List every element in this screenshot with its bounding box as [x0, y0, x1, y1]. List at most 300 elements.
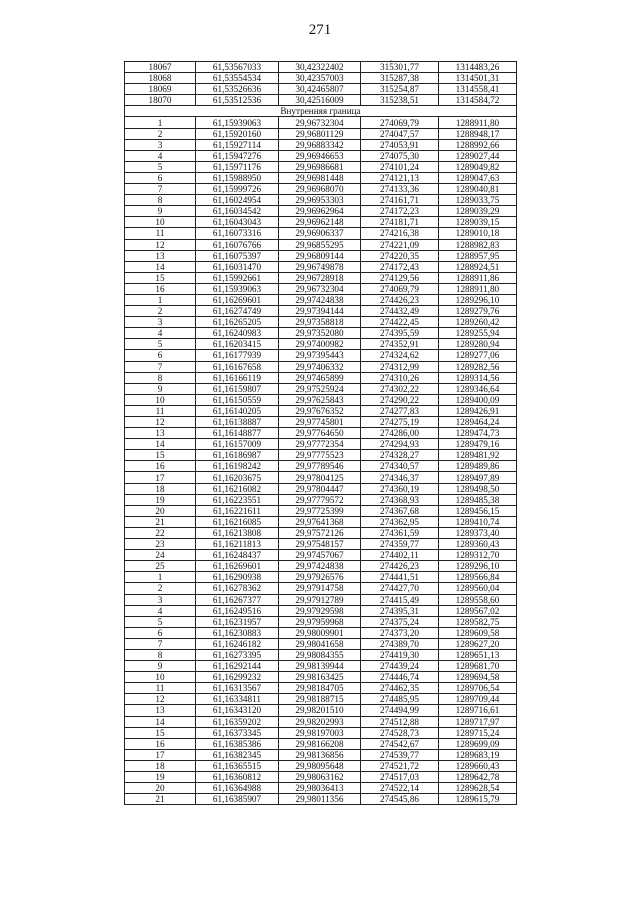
table-cell: 29,98188715: [279, 694, 361, 705]
table-cell: 61,16223551: [196, 494, 279, 505]
table-body-top: [125, 62, 517, 106]
table-cell: 29,96962964: [279, 206, 361, 217]
table-row: [125, 694, 517, 705]
table-row: [125, 483, 517, 494]
table-cell: 29,97572126: [279, 527, 361, 538]
table-cell: 2: [125, 306, 196, 317]
section-label: Внутренняя граница: [125, 106, 517, 117]
table-cell: 30,42357003: [279, 73, 361, 84]
table-row: [125, 472, 517, 483]
table-cell: 274129,56: [361, 272, 439, 283]
table-row: [125, 150, 517, 161]
table-cell: 61,16365515: [196, 760, 279, 771]
table-cell: 29,96732304: [279, 117, 361, 128]
table-cell: 1289497,89: [439, 472, 517, 483]
table-row: [125, 716, 517, 727]
table-cell: 29,96883342: [279, 139, 361, 150]
table-cell: 1289255,94: [439, 328, 517, 339]
table-cell: 29,97676352: [279, 405, 361, 416]
table-row: [125, 627, 517, 638]
table-cell: 14: [125, 716, 196, 727]
table-cell: 61,16343120: [196, 705, 279, 716]
table-cell: 29,97926576: [279, 572, 361, 583]
table-cell: 274512,88: [361, 716, 439, 727]
table-cell: 1289296,10: [439, 294, 517, 305]
table-row: [125, 306, 517, 317]
table-cell: 61,16177939: [196, 350, 279, 361]
table-cell: 13: [125, 705, 196, 716]
table-cell: 16: [125, 283, 196, 294]
table-cell: 1288911,80: [439, 117, 517, 128]
table-cell: 274360,19: [361, 483, 439, 494]
table-cell: 29,97804125: [279, 472, 361, 483]
table-row: [125, 439, 517, 450]
table-cell: 274528,73: [361, 727, 439, 738]
table-cell: 274375,24: [361, 616, 439, 627]
table-cell: 61,16073316: [196, 228, 279, 239]
table-cell: 274290,22: [361, 394, 439, 405]
table-cell: 1289481,92: [439, 450, 517, 461]
table-cell: 1288911,80: [439, 283, 517, 294]
table-cell: 274047,57: [361, 128, 439, 139]
table-row: [125, 561, 517, 572]
table-cell: 4: [125, 150, 196, 161]
table-cell: 29,96855295: [279, 239, 361, 250]
table-cell: 274286,00: [361, 428, 439, 439]
table-cell: 1289410,74: [439, 516, 517, 527]
page-number: 271: [308, 22, 332, 38]
table-cell: 274362,95: [361, 516, 439, 527]
table-cell: 29,97424838: [279, 561, 361, 572]
table-cell: 10: [125, 394, 196, 405]
table-cell: 61,16290938: [196, 572, 279, 583]
table-cell: 29,97772354: [279, 439, 361, 450]
table-cell: 8: [125, 372, 196, 383]
table-cell: 274395,31: [361, 605, 439, 616]
table-cell: 61,16221611: [196, 505, 279, 516]
table-cell: 274426,23: [361, 561, 439, 572]
table-cell: 29,97465899: [279, 372, 361, 383]
table-row: [125, 583, 517, 594]
table-cell: 274069,79: [361, 117, 439, 128]
table-cell: 29,98036413: [279, 783, 361, 794]
table-cell: 61,16278362: [196, 583, 279, 594]
table-cell: 8: [125, 649, 196, 660]
table-cell: 61,16273395: [196, 649, 279, 660]
table-cell: 61,16269601: [196, 294, 279, 305]
table-cell: 29,96946653: [279, 150, 361, 161]
table-cell: 274053,91: [361, 139, 439, 150]
table-cell: 10: [125, 217, 196, 228]
table-cell: 29,97352080: [279, 328, 361, 339]
table-row: [125, 450, 517, 461]
table-cell: 1314558,41: [439, 84, 517, 95]
table-cell: 274121,13: [361, 172, 439, 183]
table-cell: 29,97779572: [279, 494, 361, 505]
table-row: [125, 539, 517, 550]
table-cell: 3: [125, 139, 196, 150]
table-cell: 1: [125, 117, 196, 128]
table-cell: 1289627,20: [439, 638, 517, 649]
table-cell: 315287,38: [361, 73, 439, 84]
table-cell: 29,98136856: [279, 749, 361, 760]
table-cell: 274462,35: [361, 683, 439, 694]
table-cell: 18069: [125, 84, 196, 95]
table-cell: 274521,72: [361, 760, 439, 771]
table-cell: 29,97745801: [279, 417, 361, 428]
table-cell: 1289280,94: [439, 339, 517, 350]
table-cell: 29,97457067: [279, 550, 361, 561]
table-cell: 29,97725399: [279, 505, 361, 516]
table-cell: 1289360,43: [439, 539, 517, 550]
table-cell: 29,96986681: [279, 161, 361, 172]
table-cell: 61,16382345: [196, 749, 279, 760]
table-cell: 1289628,54: [439, 783, 517, 794]
table-cell: 274395,59: [361, 328, 439, 339]
table-row: [125, 339, 517, 350]
table-cell: 29,96962148: [279, 217, 361, 228]
table-row: [125, 239, 517, 250]
table-cell: 11: [125, 683, 196, 694]
table-row: [125, 428, 517, 439]
table-cell: 29,97914758: [279, 583, 361, 594]
table-row: [125, 84, 517, 95]
table-section-header: [125, 106, 517, 117]
table-cell: 6: [125, 350, 196, 361]
table-cell: 1289314,56: [439, 372, 517, 383]
table-cell: 29,98009901: [279, 627, 361, 638]
table-row: [125, 783, 517, 794]
table-cell: 18068: [125, 73, 196, 84]
table-cell: 9: [125, 661, 196, 672]
table-cell: 1314501,31: [439, 73, 517, 84]
table-cell: 1289479,16: [439, 439, 517, 450]
table-cell: 274539,77: [361, 749, 439, 760]
table-row: [125, 683, 517, 694]
table-cell: 29,96809144: [279, 250, 361, 261]
table-cell: 61,16148877: [196, 428, 279, 439]
table-row: [125, 62, 517, 73]
table-cell: 274426,23: [361, 294, 439, 305]
table-cell: 29,96968070: [279, 184, 361, 195]
table-cell: 17: [125, 472, 196, 483]
table-cell: 1289312,70: [439, 550, 517, 561]
table-cell: 315238,51: [361, 95, 439, 106]
table-cell: 61,15999726: [196, 184, 279, 195]
table-cell: 1288924,51: [439, 261, 517, 272]
table-cell: 29,98201510: [279, 705, 361, 716]
table-cell: 4: [125, 605, 196, 616]
table-cell: 274352,91: [361, 339, 439, 350]
table-cell: 1289567,02: [439, 605, 517, 616]
table-cell: 61,16150559: [196, 394, 279, 405]
table-row: [125, 727, 517, 738]
table-cell: 1289485,38: [439, 494, 517, 505]
table-cell: 29,98163425: [279, 672, 361, 683]
table-row: [125, 705, 517, 716]
table-row: [125, 317, 517, 328]
table-cell: 61,16360812: [196, 772, 279, 783]
table-cell: 29,97395443: [279, 350, 361, 361]
table-cell: 1289558,60: [439, 594, 517, 605]
table-cell: 274181,71: [361, 217, 439, 228]
table-cell: 274427,70: [361, 583, 439, 594]
coordinates-table: [124, 61, 517, 805]
table-cell: 274542,67: [361, 738, 439, 749]
table-cell: 29,96732304: [279, 283, 361, 294]
table-cell: 61,15927114: [196, 139, 279, 150]
table-cell: 29,96981448: [279, 172, 361, 183]
table-cell: 12: [125, 417, 196, 428]
table-cell: 274432,49: [361, 306, 439, 317]
table-cell: 29,98166208: [279, 738, 361, 749]
table-cell: 1289615,79: [439, 794, 517, 805]
table-cell: 274172,23: [361, 206, 439, 217]
table-row: [125, 772, 517, 783]
table-row: [125, 749, 517, 760]
table-cell: 1289609,58: [439, 627, 517, 638]
table-cell: 29,97641368: [279, 516, 361, 527]
table-cell: 25: [125, 561, 196, 572]
table-row: [125, 527, 517, 538]
table-cell: 61,16334811: [196, 694, 279, 705]
table-cell: 61,16249516: [196, 605, 279, 616]
table-cell: 274415,49: [361, 594, 439, 605]
table-cell: 274277,83: [361, 405, 439, 416]
table-row: [125, 760, 517, 771]
table-cell: 61,16198242: [196, 461, 279, 472]
table-cell: 14: [125, 261, 196, 272]
table-cell: 9: [125, 383, 196, 394]
table-cell: 274441,51: [361, 572, 439, 583]
table-cell: 61,16265205: [196, 317, 279, 328]
table-cell: 61,15939063: [196, 283, 279, 294]
table-cell: 61,16385907: [196, 794, 279, 805]
table-cell: 29,97548157: [279, 539, 361, 550]
table-row: [125, 228, 517, 239]
table-cell: 1289642,78: [439, 772, 517, 783]
table-cell: 1289282,56: [439, 361, 517, 372]
table-cell: 29,97625843: [279, 394, 361, 405]
table-cell: 274101,24: [361, 161, 439, 172]
table-row: [125, 605, 517, 616]
table-cell: 2: [125, 128, 196, 139]
table-cell: 29,97804447: [279, 483, 361, 494]
table-cell: 29,97525924: [279, 383, 361, 394]
table-cell: 274419,30: [361, 649, 439, 660]
table-cell: 1289279,76: [439, 306, 517, 317]
table-cell: 61,16364988: [196, 783, 279, 794]
table-cell: 61,16292144: [196, 661, 279, 672]
table-cell: 29,97406332: [279, 361, 361, 372]
table-cell: 274545,86: [361, 794, 439, 805]
table-cell: 274075,30: [361, 150, 439, 161]
table-cell: 29,96953303: [279, 195, 361, 206]
table-cell: 9: [125, 206, 196, 217]
table-cell: 29,96728918: [279, 272, 361, 283]
table-row: [125, 461, 517, 472]
table-cell: 20: [125, 783, 196, 794]
table-cell: 1289474,73: [439, 428, 517, 439]
table-cell: 1288957,95: [439, 250, 517, 261]
table-cell: 1288992,66: [439, 139, 517, 150]
table-cell: 19: [125, 494, 196, 505]
table-cell: 29,98084355: [279, 649, 361, 660]
table-cell: 61,15992661: [196, 272, 279, 283]
table-cell: 15: [125, 727, 196, 738]
table-cell: 1289681,70: [439, 661, 517, 672]
table-cell: 274389,70: [361, 638, 439, 649]
table-cell: 29,97358818: [279, 317, 361, 328]
table-cell: 274328,27: [361, 450, 439, 461]
table-cell: 29,98202993: [279, 716, 361, 727]
table-cell: 274069,79: [361, 283, 439, 294]
table-row: [125, 383, 517, 394]
table-cell: 14: [125, 439, 196, 450]
table-cell: 274172,43: [361, 261, 439, 272]
table-cell: 274485,95: [361, 694, 439, 705]
table-cell: 29,97764650: [279, 428, 361, 439]
table-cell: 61,53554534: [196, 73, 279, 84]
table-cell: 7: [125, 638, 196, 649]
table-cell: 61,15939063: [196, 117, 279, 128]
table-cell: 61,16166119: [196, 372, 279, 383]
table-cell: 274324,62: [361, 350, 439, 361]
table-cell: 29,97789546: [279, 461, 361, 472]
table-cell: 274422,45: [361, 317, 439, 328]
table-row: [125, 117, 517, 128]
table-cell: 61,16034542: [196, 206, 279, 217]
table-cell: 61,16231957: [196, 616, 279, 627]
table-cell: 29,98095648: [279, 760, 361, 771]
table-cell: 1289651,13: [439, 649, 517, 660]
table-cell: 1288982,83: [439, 239, 517, 250]
table-cell: 61,16157009: [196, 439, 279, 450]
table-cell: 23: [125, 539, 196, 550]
table-cell: 61,16159807: [196, 383, 279, 394]
table-cell: 1289373,40: [439, 527, 517, 538]
table-cell: 30,42516009: [279, 95, 361, 106]
table-row: [125, 738, 517, 749]
table-body-main: [125, 117, 517, 805]
table-cell: 1289566,84: [439, 572, 517, 583]
table-cell: 274346,37: [361, 472, 439, 483]
table-cell: 24: [125, 550, 196, 561]
table-cell: 1: [125, 294, 196, 305]
table-cell: 13: [125, 428, 196, 439]
table-cell: 61,16211813: [196, 539, 279, 550]
table-row: [125, 394, 517, 405]
table-cell: 1289040,81: [439, 184, 517, 195]
table-cell: 1289706,54: [439, 683, 517, 694]
table-cell: 61,15947276: [196, 150, 279, 161]
table-cell: 1314483,26: [439, 62, 517, 73]
table-cell: 274133,36: [361, 184, 439, 195]
table-cell: 7: [125, 184, 196, 195]
table-cell: 29,97959968: [279, 616, 361, 627]
table-cell: 1289260,42: [439, 317, 517, 328]
table-cell: 1: [125, 572, 196, 583]
table-cell: 61,16167658: [196, 361, 279, 372]
table-cell: 2: [125, 583, 196, 594]
table-cell: 7: [125, 361, 196, 372]
table-cell: 274275,19: [361, 417, 439, 428]
table-cell: 13: [125, 250, 196, 261]
table-cell: 274373,20: [361, 627, 439, 638]
table-cell: 30,42465807: [279, 84, 361, 95]
table-row: [125, 350, 517, 361]
section-row: [125, 106, 517, 117]
table-row: [125, 95, 517, 106]
table-cell: 29,97912789: [279, 594, 361, 605]
table-row: [125, 649, 517, 660]
table-cell: 61,16216085: [196, 516, 279, 527]
table-cell: 61,16248437: [196, 550, 279, 561]
table-cell: 15: [125, 272, 196, 283]
table-cell: 29,96749878: [279, 261, 361, 272]
table-cell: 29,96801129: [279, 128, 361, 139]
table-cell: 61,16267377: [196, 594, 279, 605]
table-cell: 1289464,24: [439, 417, 517, 428]
table-cell: 61,16076766: [196, 239, 279, 250]
table-cell: 5: [125, 616, 196, 627]
table-cell: 274161,71: [361, 195, 439, 206]
pen-mark: ,: [390, 53, 393, 63]
table-cell: 29,96906337: [279, 228, 361, 239]
table-cell: 20: [125, 505, 196, 516]
table-cell: 1289582,75: [439, 616, 517, 627]
table-cell: 18067: [125, 62, 196, 73]
table-cell: 61,15920160: [196, 128, 279, 139]
table-cell: 6: [125, 627, 196, 638]
table-cell: 11: [125, 405, 196, 416]
table-cell: 1289400,09: [439, 394, 517, 405]
table-cell: 61,16075397: [196, 250, 279, 261]
table-cell: 61,53567033: [196, 62, 279, 73]
table-cell: 61,16359202: [196, 716, 279, 727]
table-cell: 1289346,64: [439, 383, 517, 394]
table-cell: 1289010,18: [439, 228, 517, 239]
table-row: [125, 139, 517, 150]
table-cell: 274216,38: [361, 228, 439, 239]
table-row: [125, 672, 517, 683]
table-row: [125, 184, 517, 195]
table-cell: 1289039,15: [439, 217, 517, 228]
table-cell: 21: [125, 794, 196, 805]
table-cell: 315301,77: [361, 62, 439, 73]
table-row: [125, 294, 517, 305]
table-cell: 61,16269601: [196, 561, 279, 572]
table-row: [125, 594, 517, 605]
table-cell: 1289715,24: [439, 727, 517, 738]
table-row: [125, 417, 517, 428]
table-cell: 274312,99: [361, 361, 439, 372]
table-cell: 274446,74: [361, 672, 439, 683]
table-cell: 274340,57: [361, 461, 439, 472]
table-cell: 61,16216082: [196, 483, 279, 494]
table-cell: 61,16138887: [196, 417, 279, 428]
table-cell: 1289489,86: [439, 461, 517, 472]
table-cell: 1289560,04: [439, 583, 517, 594]
table-cell: 29,98197003: [279, 727, 361, 738]
table-cell: 61,16385386: [196, 738, 279, 749]
table-cell: 1289456,15: [439, 505, 517, 516]
table-cell: 3: [125, 317, 196, 328]
table-cell: 17: [125, 749, 196, 760]
table-cell: 61,16203675: [196, 472, 279, 483]
table-cell: 16: [125, 461, 196, 472]
table-cell: 61,16203415: [196, 339, 279, 350]
